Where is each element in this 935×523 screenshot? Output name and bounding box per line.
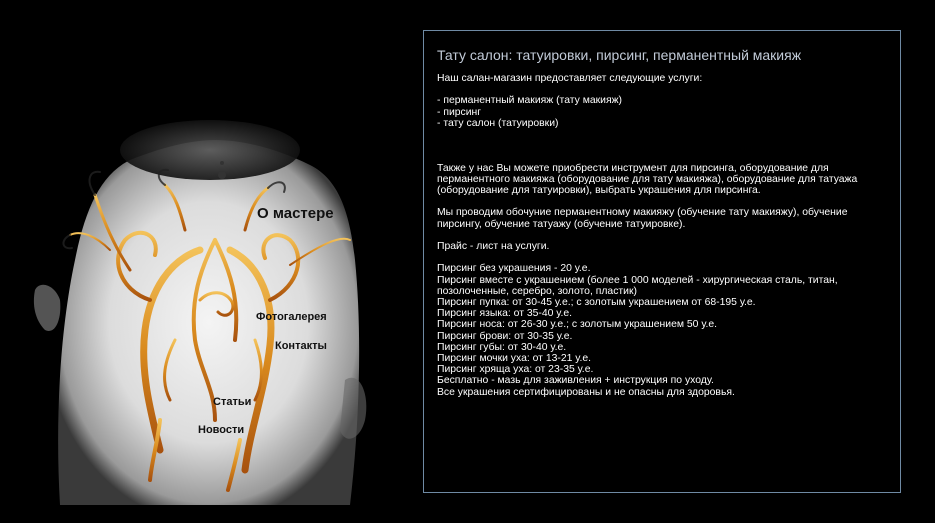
content-body xyxy=(437,73,892,398)
intro-text: Наш салан-магазин предоставляет следующие услуги: xyxy=(437,73,703,84)
hero-image xyxy=(0,0,420,523)
training-text: Мы проводим обочуние перманентному макияжу (обучение тату макияжу), обучение пирсингу, обучение татуажу (обучение татуировке). xyxy=(437,207,848,230)
also-text: Также у нас Вы можете приобрести инструмент для пирсинга, оборудование для перманентного макияжа (оборудование для тату макияжа), оборудование для татуажа (оборудование для татуировки), выбрать украшения для пирсинга. xyxy=(437,162,858,196)
service-item: - пирсинг xyxy=(437,106,482,118)
tattooed-back-photo xyxy=(0,0,420,523)
price-item: Пирсинг вместе с украшением (более 1 000 моделей - хирургическая сталь, титан, позолоченные, серебро, золото, пластик) xyxy=(437,274,838,297)
price-heading: Прайс - лист на услуги. xyxy=(437,240,550,252)
content-panel xyxy=(423,30,901,493)
service-item: - тату салон (татуировки) xyxy=(437,117,559,129)
price-item: Пирсинг языка: от 35-40 у.е. xyxy=(437,308,573,320)
price-item: Пирсинг брови: от 30-35 у.е. xyxy=(437,330,573,342)
price-item: Пирсинг хряща уха: от 23-35 у.е. xyxy=(437,364,594,376)
price-item: Пирсинг мочки уха: от 13-21 у.е. xyxy=(437,352,592,364)
service-item: - перманентный макияж (тату макияж) xyxy=(437,95,623,107)
price-item: Пирсинг без украшения - 20 у.е. xyxy=(437,263,591,275)
nav-articles[interactable]: Статьи xyxy=(213,396,252,408)
nav-about-master[interactable]: О мастере xyxy=(257,205,334,222)
nav-contacts[interactable]: Контакты xyxy=(275,340,327,352)
page-title: Тату салон: татуировки, пирсинг, перманентный макияж xyxy=(437,47,802,63)
price-item: Пирсинг носа: от 26-30 у.е.; с золотым украшением 50 у.е. xyxy=(437,319,718,331)
price-item: Бесплатно - мазь для заживления + инструкция по уходу. xyxy=(437,375,714,387)
price-item: Пирсинг пупка: от 30-45 у.е.; с золотым украшением от 68-195 у.е. xyxy=(437,296,756,308)
price-item: Все украшения сертифицированы и не опасны для здоровья. xyxy=(437,386,735,398)
price-item: Пирсинг губы: от 30-40 у.е. xyxy=(437,341,567,353)
nav-gallery[interactable]: Фотогалерея xyxy=(256,311,327,323)
nav-news[interactable]: Новости xyxy=(198,424,245,436)
